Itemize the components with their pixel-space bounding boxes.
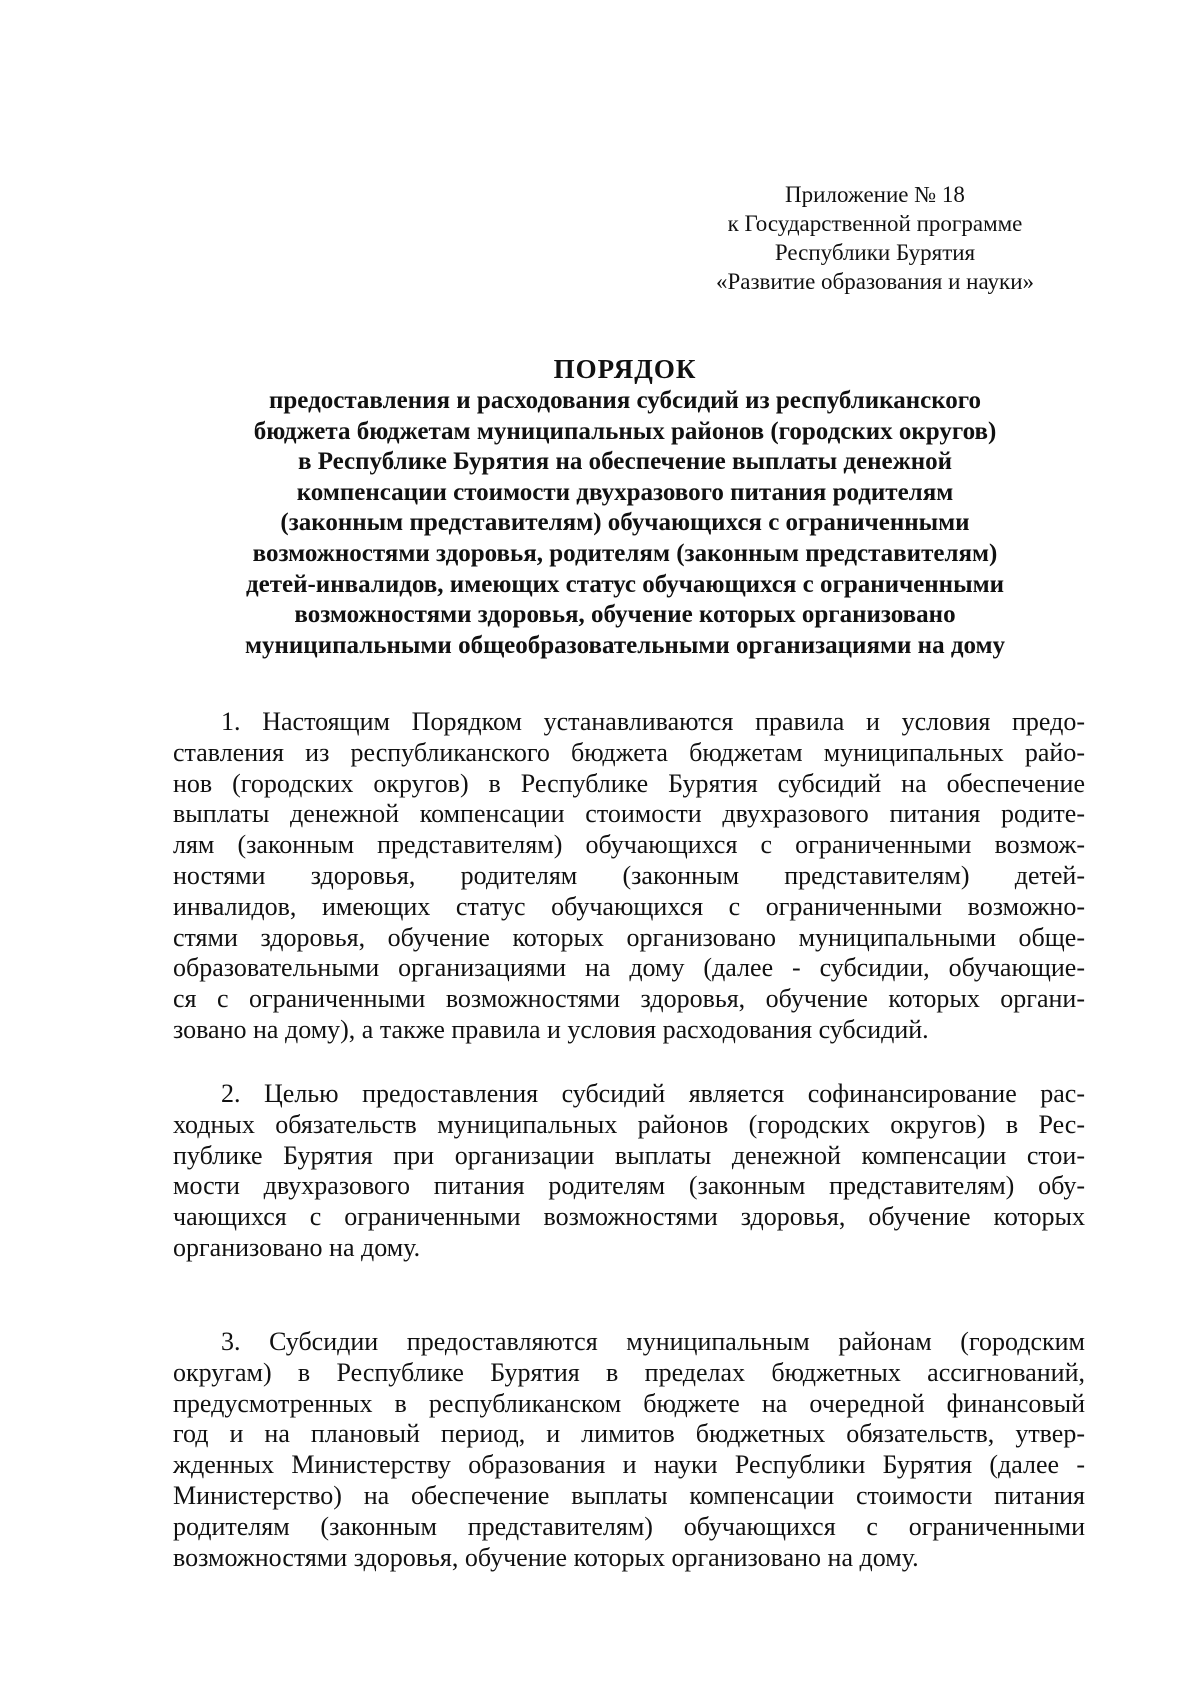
title-line: предоставления и расходования субсидий из республиканского — [269, 387, 981, 414]
text-line: родителям (законным представителям) обучающихся с ограниченными — [173, 1511, 1085, 1541]
title-line: детей-инвалидов, имеющих статус обучающихся с ограниченными — [245, 570, 1005, 598]
text-line: ся с ограниченными возможностями здоровья, обучение которых органи- — [173, 984, 1085, 1014]
title-line: компенсации стоимости двухразового питания родителям — [296, 478, 954, 506]
annex-program-ref: к Государственной программе — [727, 211, 1023, 236]
text-line: ностями здоровья, родителям (законным представителям) детей- — [173, 860, 1085, 890]
text-line: организовано на дому. — [173, 1232, 421, 1262]
annex-number: Приложение № 18 — [785, 182, 965, 207]
text-line: лям (законным представителям) обучающихся с ограниченными возмож- — [173, 830, 1085, 860]
annex-program-name: «Развитие образования и науки» — [715, 269, 1035, 294]
title-line: возможностями здоровья, родителям (законным представителям) — [252, 539, 998, 567]
text-line: ходных обязательств муниципальных районов (городских округов) в Рес- — [173, 1109, 1085, 1139]
text-line: стями здоровья, обучение которых организовано муниципальными обще- — [173, 922, 1085, 952]
title-line: возможностями здоровья, обучение которых организовано — [294, 601, 956, 629]
title-heading: ПОРЯДОК — [553, 354, 697, 384]
text-line: выплаты денежной компенсации стоимости двухразового питания родите- — [173, 799, 1085, 829]
paragraph-2 — [173, 1079, 1085, 1264]
title-line: в Республике Бурятия на обеспечение выплаты денежной — [297, 448, 953, 476]
text-line: публике Бурятия при организации выплаты денежной компенсации стои- — [173, 1140, 1085, 1170]
text-line: жденных Министерству образования и науки Республики Бурятия (далее - — [173, 1450, 1085, 1480]
text-line: ставления из республиканского бюджета бюджетам муниципальных райо- — [173, 737, 1085, 767]
paragraph-1 — [173, 707, 1085, 1046]
text-line: чающихся с ограниченными возможностями здоровья, обучение которых — [173, 1202, 1085, 1232]
text-line: 1. Настоящим Порядком устанавливаются правила и условия предо- — [221, 707, 1085, 736]
text-line: округам) в Республике Бурятия в пределах бюджетных ассигнований, — [173, 1357, 1085, 1387]
text-line: зовано на дому), а также правила и условия расходования субсидий. — [173, 1014, 929, 1044]
text-line: нов (городских округов) в Республике Бурятия субсидий на обеспечение — [173, 768, 1085, 798]
title-line: муниципальными общеобразовательными организациями на дому — [244, 631, 1006, 659]
title-subheading — [170, 386, 1080, 661]
title-line: (законным представителям) обучающихся с ограниченными — [280, 509, 970, 537]
annex-header — [690, 180, 1060, 296]
paragraph-3 — [173, 1327, 1085, 1573]
document-title — [170, 352, 1080, 661]
text-line: 3. Субсидии предоставляются муниципальным районам (городским — [221, 1327, 1085, 1356]
text-line: образовательными организациями на дому (далее - субсидии, обучающие- — [173, 953, 1085, 983]
text-line: мости двухразового питания родителям (законным представителям) обу- — [173, 1171, 1085, 1201]
text-line: 2. Целью предоставления субсидий является софинансирование рас- — [221, 1079, 1085, 1108]
text-line: Министерство) на обеспечение выплаты компенсации стоимости питания — [173, 1480, 1085, 1510]
text-line: инвалидов, имеющих статус обучающихся с ограниченными возможно- — [173, 891, 1085, 921]
annex-republic: Республики Бурятия — [774, 240, 976, 265]
text-line: год и на плановый период, и лимитов бюджетных обязательств, утвер- — [173, 1419, 1085, 1449]
title-line: бюджета бюджетам муниципальных районов (городских округов) — [253, 417, 997, 445]
text-line: возможностями здоровья, обучение которых организовано на дому. — [173, 1542, 919, 1572]
text-line: предусмотренных в республиканском бюджете на очередной финансовый — [173, 1388, 1085, 1418]
